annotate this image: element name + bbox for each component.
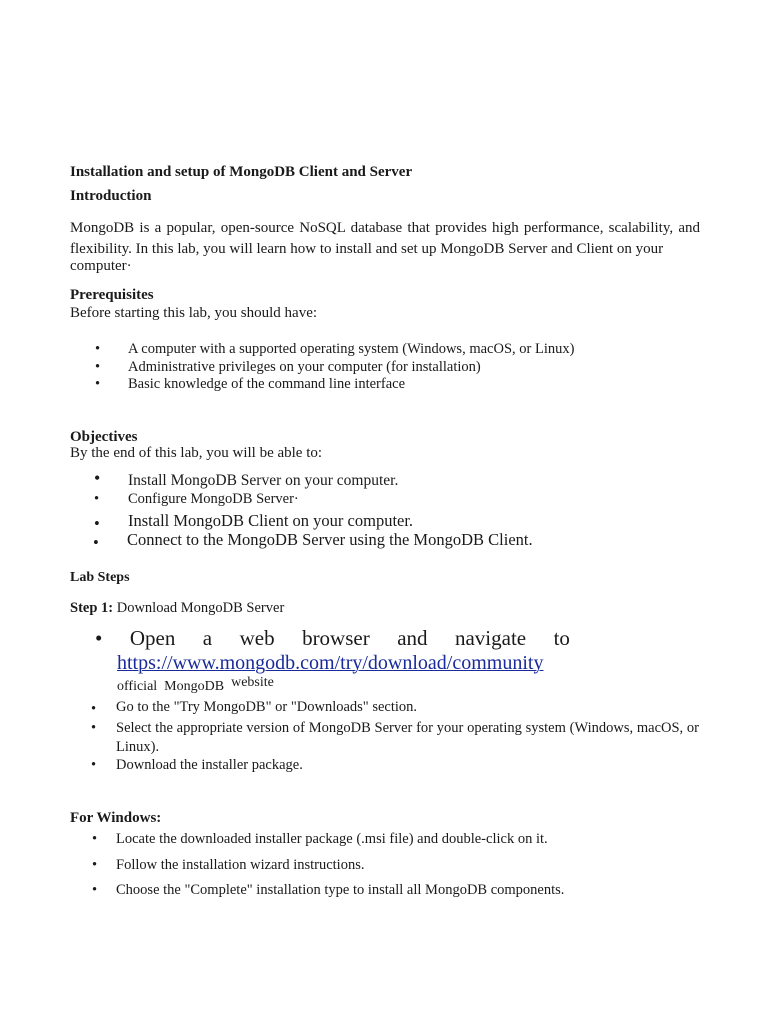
introduction-text: MongoDB is a popular, open-source NoSQL database that provides high performance, scalability, and flexibility. In this lab, you will learn how to install and set up MongoDB Server and Client on your [70,220,700,257]
list-item [94,468,399,490]
list-item [92,857,365,874]
objectives-lead: By the end of this lab, you will be able to: [70,445,323,461]
list-item [95,341,575,359]
mongodb-download-link[interactable]: https://www.mongodb.com/try/download/community [117,652,544,674]
bullet-icon: • [92,857,98,873]
list-item-text: Locate the downloaded installer package (.msi file) and double-click on it. [116,831,548,847]
prerequisites-lead: Before starting this lab, you should have: [70,305,318,321]
bullet-icon: • [92,882,98,898]
objectives-heading: Objectives [70,429,138,445]
list-item [92,831,548,848]
open-word: browser [302,626,370,650]
introduction-text-end: computer· [70,258,132,274]
list-item-text: Connect to the MongoDB Server using the MongoDB Client. [127,530,533,549]
official-website-word: website [231,675,274,690]
bullet-icon: • [94,514,100,533]
list-item [94,511,414,533]
open-word: navigate [454,626,527,650]
open-word: to [553,626,570,650]
open-browser-line [95,626,570,651]
list-item-text: Select the appropriate version of MongoDB Server for your operating system (Windows, macOS, or Linux). [116,720,699,755]
official-word: official [117,679,158,694]
list-item-text: Choose the "Complete" installation type to install all MongoDB components. [116,882,565,898]
list-item-text: Install MongoDB Server on your computer. [128,472,399,489]
lab-steps-heading: Lab Steps [70,570,130,585]
step-1-label: Step 1: [70,600,114,616]
list-item [95,376,574,394]
introduction-paragraph [70,218,700,273]
bullet-icon: • [95,376,101,392]
bullet-icon: • [94,491,100,507]
list-item [94,491,299,508]
bullet-icon: • [92,831,98,847]
list-item-text: Administrative privileges on your computer (for installation) [128,358,481,375]
prerequisites-list [95,341,575,394]
introduction-heading: Introduction [70,188,152,204]
list-item-text: Follow the installation wizard instructions. [116,857,365,873]
step-1-text: Download MongoDB Server [116,600,285,616]
list-item-text: Download the installer package. [116,757,303,773]
bullet-icon: • [95,341,101,357]
official-mongodb-word: MongoDB [164,679,225,694]
list-item-text: Install MongoDB Client on your computer. [128,511,414,530]
bullet-icon: • [95,626,103,650]
list-item [92,882,565,899]
bullet-icon: • [94,468,101,488]
list-item [91,699,418,717]
official-website-text [117,675,274,695]
list-item [91,757,303,774]
bullet-icon: • [91,720,97,736]
list-item-text: Basic knowledge of the command line interface [128,376,406,392]
list-item [93,530,533,552]
step-1 [70,600,284,617]
list-item [91,719,699,757]
document-title: Installation and setup of MongoDB Client and Server [70,164,413,180]
open-word: a [202,626,213,650]
list-item [95,358,574,377]
open-word: and [397,626,428,650]
list-item-text: Configure MongoDB Server· [128,491,299,507]
bullet-icon: • [93,533,99,552]
prerequisites-heading: Prerequisites [70,287,154,303]
open-word: Open [129,626,176,650]
list-item-text: A computer with a supported operating system (Windows, macOS, or Linux) [128,341,575,357]
list-item-text: Go to the "Try MongoDB" or "Downloads" section. [116,699,418,715]
bullet-icon: • [91,701,97,717]
bullet-icon: • [91,757,97,773]
bullet-icon: • [95,358,101,375]
for-windows-heading: For Windows: [70,810,162,826]
open-word: web [239,626,275,650]
